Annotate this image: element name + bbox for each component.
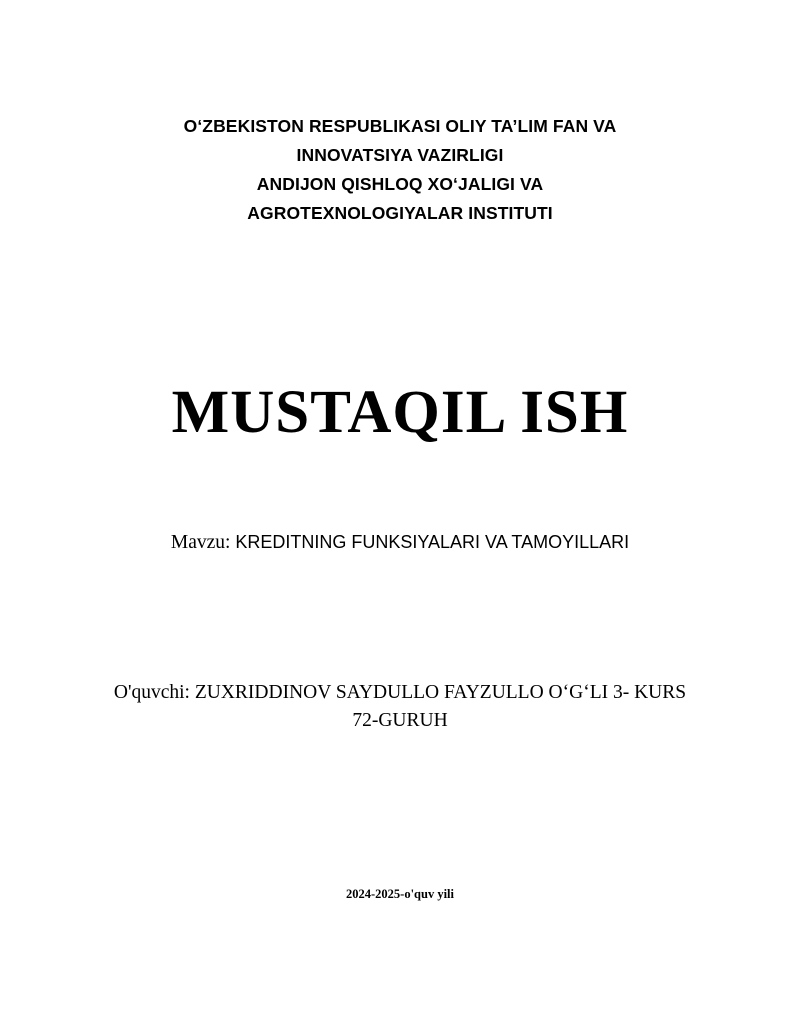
student-line-1: O'quvchi: ZUXRIDDINOV SAYDULLO FAYZULLO O‘G‘LI 3- KURS [113, 682, 687, 703]
subject-value: KREDITNING FUNKSIYALARI VA TAMOYILLARI [235, 532, 630, 552]
institution-line-3: ANDIJON QISHLOQ XO‘JALIGI VA [256, 174, 544, 194]
student-line-2: 72-GURUH [352, 710, 448, 731]
institution-line-4: AGROTEXNOLOGIYALAR INSTITUTI [247, 203, 553, 223]
institution-line-1: O‘ZBEKISTON RESPUBLIKASI OLIY TA’LIM FAN VA [183, 116, 617, 136]
subject-label: Mavzu: [170, 532, 236, 553]
institution-header [64, 112, 736, 228]
student-info [64, 679, 736, 735]
institution-line-2: INNOVATSIYA VAZIRLIGI [296, 145, 504, 165]
subject-line [64, 528, 736, 557]
academic-year: 2024-2025-o'quv yili [346, 887, 454, 901]
page-title: MUSTAQIL ISH [171, 379, 629, 446]
